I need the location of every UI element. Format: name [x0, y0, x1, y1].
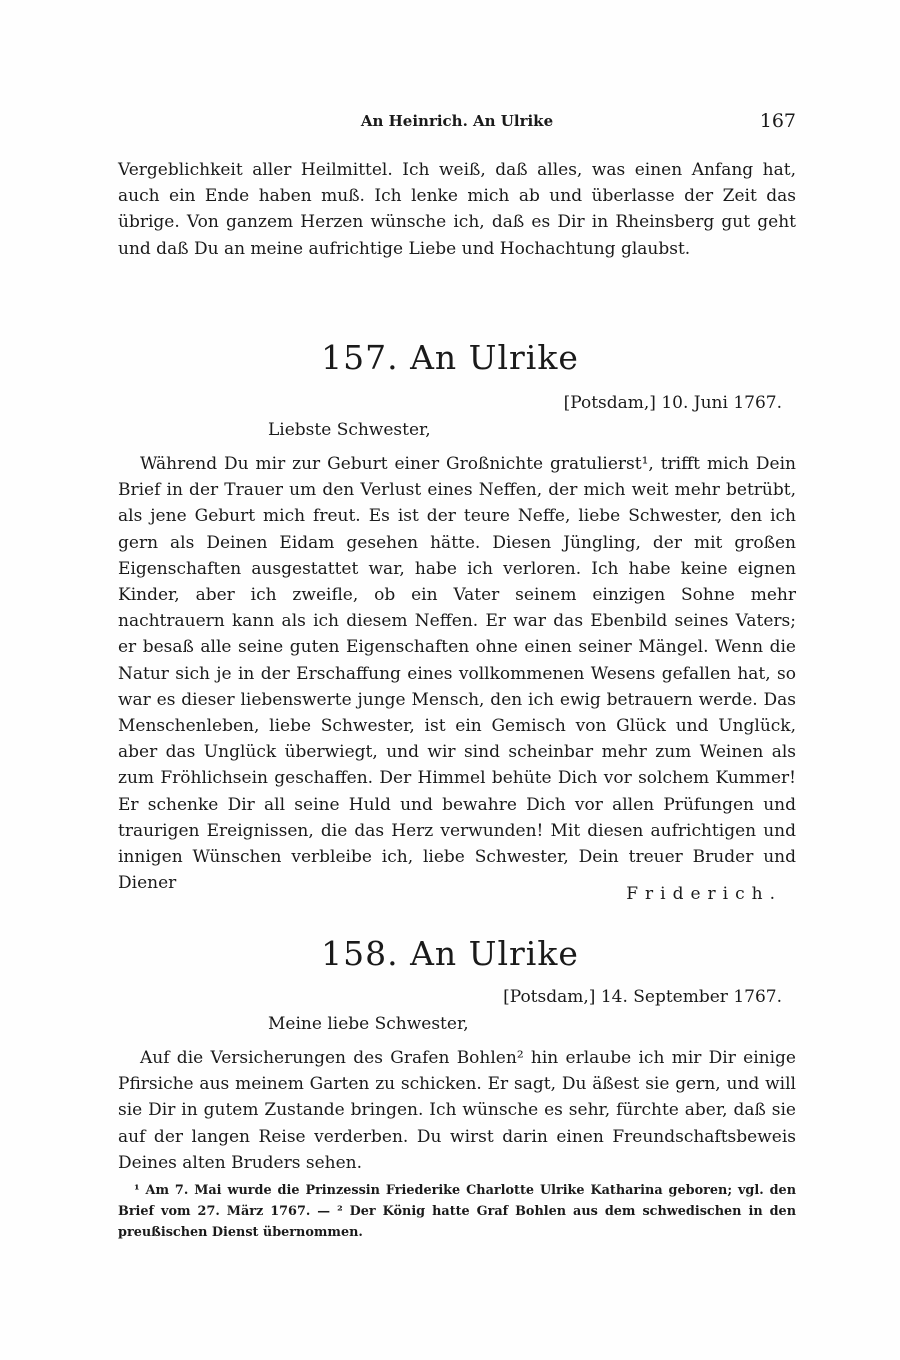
letter-158-heading: 158. An Ulrike [321, 934, 579, 973]
continuation-paragraph [118, 157, 796, 262]
letter-157-body-text: Während Du mir zur Geburt einer Großnichte gratulierst¹, trifft mich Dein Brief in der Trauer um den Verlust eines Neffen, der mich weit mehr betrübt, als jene Geburt mich freut. Es ist der teure Neffe, liebe Schwester, den ich gern als Deinen Eidam gesehen hätte. Diesen Jüngling, der mit großen Eigenschaften ausgestattet war, habe ich verloren. Ich habe keine eignen Kinder, aber ich zweifle, ob ein Vater seinem einzigen Sohne mehr nachtrauern kann als ich diesem Neffen. Er war das Ebenbild seines Vaters; er besaß alle seine guten Eigenschaften ohne einen seiner Mängel. Wenn die Natur sich je in der Erschaffung eines vollkommenen Wesens gefallen hat, so war es dieser liebenswerte junge Mensch, den ich ewig betrauern werde. Das Menschenleben, liebe Schwester, ist ein Gemisch von Glück und Unglück, aber das Unglück überwiegt, und wir sind scheinbar mehr zum Weinen als zum Fröhlichsein geschaffen. Der Himmel behüte Dich vor solchem Kummer! Er schenke Dir all seine Huld und bewahre Dich vor allen Prüfungen und traurigen Ereignissen, die das Herz verwunden! Mit diesen aufrichtigen und innigen Wünschen verbleibe ich, liebe Schwester, Dein treuer Bruder und Diener [118, 454, 796, 894]
letter-157-heading: 157. An Ulrike [321, 338, 579, 377]
letter-157-body [118, 451, 796, 896]
continuation-text: Vergeblichkeit aller Heilmittel. Ich weiß, daß alles, was einen Anfang hat, auch ein Ende haben muß. Ich lenke mich ab und überlasse der Zeit das übrige. Von ganzem Herzen wünsche ich, daß es Dir in Rheinsberg gut geht und daß Du an meine aufrichtige Liebe und Hochachtung glaubst. [118, 160, 796, 259]
letter-158-salutation: Meine liebe Schwester, [268, 1014, 469, 1034]
running-head: An Heinrich. An Ulrike [360, 112, 554, 130]
letter-158-body [118, 1045, 796, 1176]
letter-158-body-text: Auf die Versicherungen des Grafen Bohlen² hin erlaube ich mir Dir einige Pfirsiche aus meinem Garten zu schicken. Er sagt, Du äßest sie gern, und will sie Dir in gutem Zustande bringen. Ich wünsche es sehr, fürchte aber, daß sie auf der langen Reise verderben. Du wirst darin einen Freundschaftsbeweis Deines alten Bruders sehen. [118, 1048, 796, 1173]
letter-157-salutation: Liebste Schwester, [268, 420, 431, 440]
letter-158-place-date: [Potsdam,] 14. September 1767. [503, 987, 782, 1007]
page-header [118, 112, 796, 136]
letter-157-signature: Friderich. [626, 884, 782, 904]
page-number: 167 [759, 110, 796, 132]
letter-157-place-date: [Potsdam,] 10. Juni 1767. [563, 393, 782, 413]
footnotes [118, 1180, 796, 1243]
footnote-text: ¹ Am 7. Mai wurde die Prinzessin Friederike Charlotte Ulrike Katharina geboren; vgl. den Brief vom 27. März 1767. — ² Der König hatte Graf Bohlen aus dem schwedischen in den preußischen Dienst übernommen. [118, 1183, 796, 1240]
